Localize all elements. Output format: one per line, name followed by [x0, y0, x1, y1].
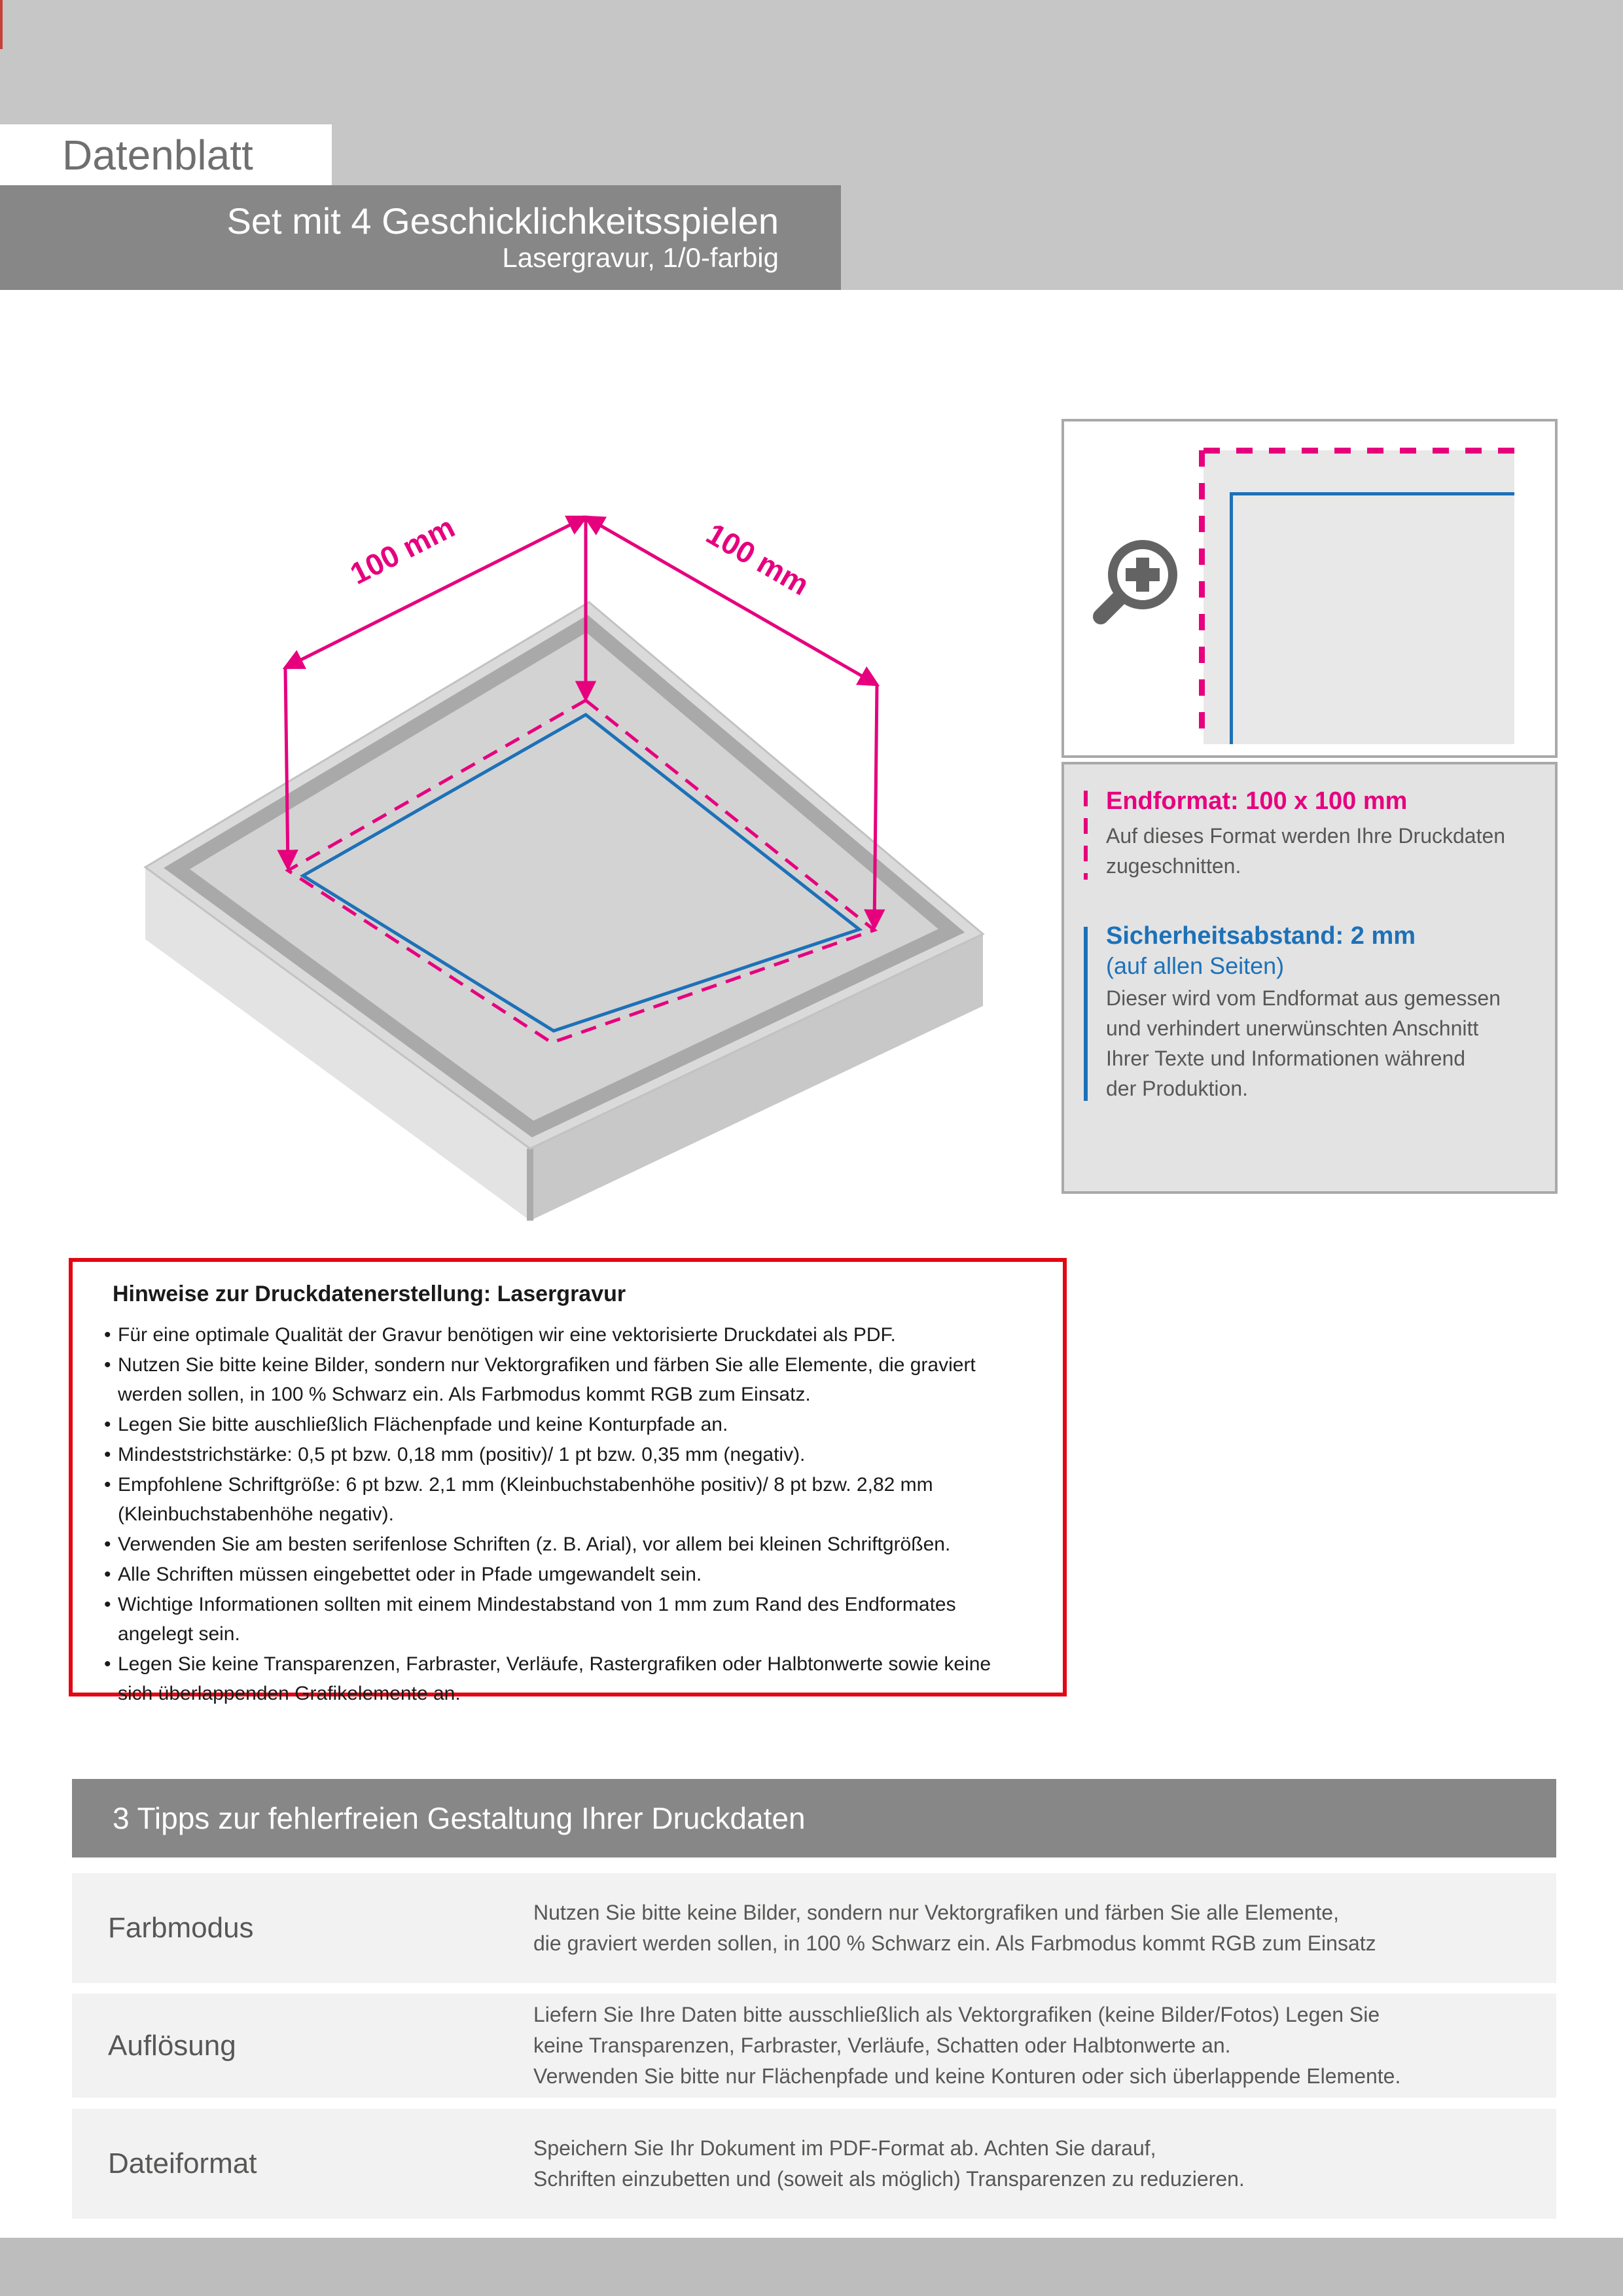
- product-subtitle: Lasergravur, 1/0-farbig: [502, 242, 779, 274]
- tips-title: 3 Tipps zur fehlerfreien Gestaltung Ihrer Druckdaten: [113, 1801, 806, 1835]
- endformat-description-line: Auf dieses Format werden Ihre Druckdaten: [1106, 823, 1506, 848]
- notes-bullet-item: • Empfohlene Schriftgröße: 6 pt bzw. 2,1 mm (Kleinbuchstabenhöhe positiv)/ 8 pt bzw. 2,82 mm (Kleinbuchstabenhöhe negativ).: [104, 1470, 1024, 1529]
- tip-row-label: Farbmodus: [108, 1912, 254, 1944]
- endformat-description-line: zugeschnitten.: [1106, 853, 1241, 878]
- notes-title: Hinweise zur Druckdatenerstellung: Lasergravur: [113, 1282, 626, 1306]
- datenblatt-label: Datenblatt: [62, 131, 253, 179]
- tip-row-text: [533, 1873, 1376, 1983]
- notes-bullet-item: • Alle Schriften müssen eingebettet oder in Pfade umgewandelt sein.: [104, 1560, 1024, 1589]
- endformat-title: Endformat: 100 x 100 mm: [1106, 787, 1408, 815]
- safety-description-line: Dieser wird vom Endformat aus gemessen: [1106, 986, 1501, 1011]
- print-data-notes-box: [69, 1258, 1067, 1704]
- legend-safety: [1084, 922, 1537, 1104]
- tip-row-text-line: Verwenden Sie bitte nur Flächenpfade und keine Konturen oder sich überlappende Elemente.: [533, 2064, 1401, 2088]
- notes-bullet-item: • Verwenden Sie am besten serifenlose Schriften (z. B. Arial), vor allem bei kleinen Schriftgrößen.: [104, 1530, 1024, 1559]
- dimension-label-left: 100 mm: [344, 509, 460, 591]
- zoom-endformat-dashed-line-h: [1204, 448, 1514, 454]
- product-illustration: [98, 484, 1080, 1374]
- tip-row-text-line: Nutzen Sie bitte keine Bilder, sondern nur Vektorgrafiken und färben Sie alle Elemente,: [533, 1901, 1339, 1924]
- tip-row-text: [533, 1994, 1400, 2098]
- tip-row-text-line: Speichern Sie Ihr Dokument im PDF-Format ab. Achten Sie darauf,: [533, 2136, 1156, 2160]
- tip-row-text-line: Liefern Sie Ihre Daten bitte ausschließlich als Vektorgrafiken (keine Bilder/Fotos) Legen Sie: [533, 2003, 1380, 2026]
- endformat-description: [1106, 821, 1537, 881]
- safety-subtitle: (auf allen Seiten): [1106, 952, 1285, 980]
- tip-row-text: [533, 2109, 1245, 2219]
- magnifier-plus-icon: [1085, 534, 1190, 639]
- notes-bullet-item: • Nutzen Sie bitte keine Bilder, sondern nur Vektorgrafiken und färben Sie alle Elemente, die graviert werden sollen, in 100 % Schwarz ein. Als Farbmodus kommt RGB zum Einsatz.: [104, 1350, 1024, 1409]
- zoom-detail-panel: [1061, 419, 1558, 758]
- safety-description-line: Ihrer Texte und Informationen während: [1106, 1047, 1466, 1071]
- notes-bullet-item: • Legen Sie keine Transparenzen, Farbraster, Verläufe, Rastergrafiken oder Halbtonwerte sowie keine sich überlappenden Grafikelemente an.: [104, 1649, 1024, 1708]
- safety-description-line: und verhindert unerwünschten Anschnitt: [1106, 1016, 1479, 1041]
- notes-bullet-item: • Mindeststrichstärke: 0,5 pt bzw. 0,18 mm (positiv)/ 1 pt bzw. 0,35 mm (negativ).: [104, 1440, 1024, 1469]
- zoom-safety-line-h: [1230, 492, 1514, 495]
- legend-panel: [1061, 762, 1558, 1194]
- tip-row-text-line: Schriften einzubetten und (soweit als möglich) Transparenzen zu reduzieren.: [533, 2167, 1245, 2191]
- notes-bullet-item: • Legen Sie bitte auschließlich Flächenpfade und keine Konturpfade an.: [104, 1410, 1024, 1439]
- legend-endformat: [1084, 787, 1537, 881]
- safety-description: [1106, 983, 1537, 1103]
- product-title-bar: [0, 185, 841, 290]
- tip-row-text-line: keine Transparenzen, Farbraster, Verläufe, Schatten oder Halbtonwerte an.: [533, 2034, 1231, 2057]
- safety-description-line: der Produktion.: [1106, 1077, 1249, 1101]
- zoom-safety-line-v: [1230, 492, 1233, 744]
- tip-row: [72, 2109, 1556, 2219]
- safety-title: Sicherheitsabstand: 2 mm: [1106, 922, 1416, 950]
- zoom-endformat-dashed-line-v: [1199, 450, 1205, 744]
- datenblatt-badge: [0, 124, 332, 185]
- notes-bullet-list: [104, 1320, 1024, 1708]
- product-title: Set mit 4 Geschicklichkeitsspielen: [226, 200, 779, 242]
- tip-row-label: Dateiformat: [108, 2147, 257, 2179]
- footer-bar: [0, 2238, 1623, 2296]
- tips-header-bar: [72, 1779, 1556, 1857]
- notes-bullet-item: • Wichtige Informationen sollten mit einem Mindestabstand von 1 mm zum Rand des Endformates angelegt sein.: [104, 1590, 1024, 1649]
- tip-row: [72, 1994, 1556, 2098]
- notes-bullet-item: • Für eine optimale Qualität der Gravur benötigen wir eine vektorisierte Druckdatei als PDF.: [104, 1320, 1024, 1350]
- tip-row-label: Auflösung: [108, 2029, 236, 2062]
- page-edge-mark: [0, 0, 3, 49]
- dimension-label-right: 100 mm: [700, 516, 815, 602]
- tip-row-text-line: die graviert werden sollen, in 100 % Schwarz ein. Als Farbmodus kommt RGB zum Einsatz: [533, 1931, 1376, 1955]
- tip-row: [72, 1873, 1556, 1983]
